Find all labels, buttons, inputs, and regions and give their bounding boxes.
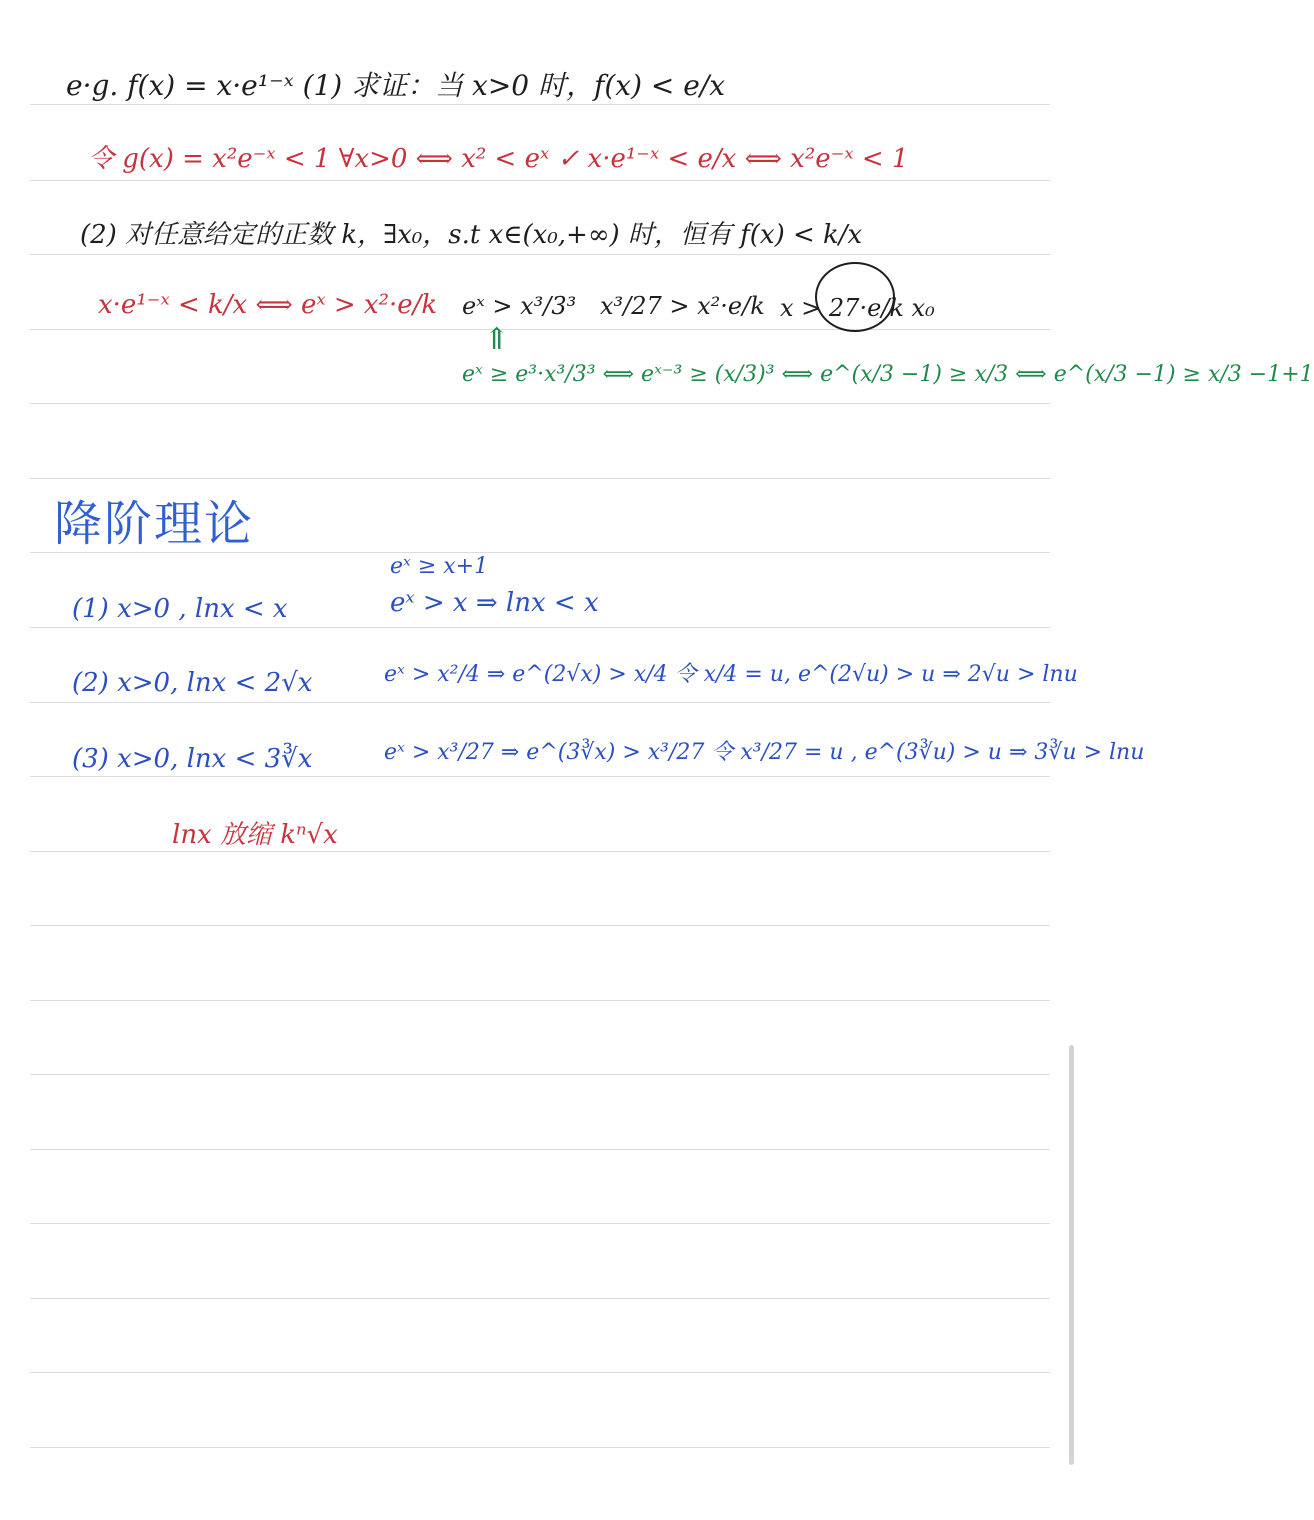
ruled-line	[30, 180, 1050, 181]
rule-3-right: eˣ > x³/27 ⇒ e^(3∛x) > x³/27 令 x³/27 = u , e^(3∛u) > u ⇒ 3∛u > lnu	[384, 740, 1145, 765]
ruled-line	[30, 1223, 1050, 1224]
ruled-line	[30, 1298, 1050, 1299]
ruled-line	[30, 403, 1050, 404]
ruled-line	[30, 1447, 1050, 1448]
ruled-line	[30, 627, 1050, 628]
proof-part2-red: x·e¹⁻ˣ < k/x ⟺ eˣ > x²·e/k	[98, 290, 438, 320]
example-part2: (2) 对任意给定的正数 k，∃x₀，s.t x∈(x₀,+∞) 时，恒有 f(x) < k/x	[80, 220, 863, 250]
rule-3-left: (3) x>0, lnx < 3∛x	[72, 744, 313, 774]
ruled-line	[30, 1000, 1050, 1001]
ruled-line	[30, 1149, 1050, 1150]
ruled-line	[30, 104, 1050, 105]
rule-1-right: eˣ > x ⇒ lnx < x	[390, 588, 599, 618]
ruled-line	[30, 776, 1050, 777]
circled-term	[815, 262, 895, 332]
ruled-line	[30, 254, 1050, 255]
scrollbar[interactable]	[1069, 1045, 1074, 1465]
inequality-ex-cubic: eˣ > x³/3³	[462, 292, 577, 320]
ruled-line	[30, 851, 1050, 852]
ruled-line	[30, 925, 1050, 926]
red-note-bottom: lnx 放缩 kⁿ√x	[172, 820, 338, 850]
rule-2-left: (2) x>0, lnx < 2√x	[72, 668, 313, 698]
green-derivation: eˣ ≥ e³·x³/3³ ⟺ eˣ⁻³ ≥ (x/3)³ ⟺ e^(x/3 −1) ≥ x/3 ⟺ e^(x/3 −1) ≥ x/3 −1+1	[462, 362, 1314, 387]
rule-2-right: eˣ > x²/4 ⇒ e^(2√x) > x/4 令 x/4 = u, e^(2√u) > u ⇒ 2√u > lnu	[384, 662, 1078, 687]
blue-note-exp: eˣ ≥ x+1	[390, 554, 489, 579]
inequality-cubic-compare: x³/27 > x²·e/k	[600, 292, 765, 320]
ruled-line	[30, 1074, 1050, 1075]
up-arrow-icon: ⇑	[484, 322, 510, 357]
ruled-line	[30, 478, 1050, 479]
ruled-line	[30, 552, 1050, 553]
section-title: 降阶理论	[54, 496, 255, 552]
rule-1-left: (1) x>0 , lnx < x	[72, 594, 288, 624]
example-statement: e·g. f(x) = x·e¹⁻ˣ (1) 求证：当 x>0 时，f(x) < e/x	[66, 69, 726, 102]
ruled-line	[30, 1372, 1050, 1373]
ruled-line	[30, 702, 1050, 703]
ruled-line	[30, 329, 1050, 330]
x-threshold: x > 27·e/k x₀	[780, 294, 935, 322]
proof-part1: 令 g(x) = x²e⁻ˣ < 1 ∀x>0 ⟺ x² < eˣ ✓ x·e¹⁻ˣ < e/x ⟺ x²e⁻ˣ < 1	[88, 144, 909, 174]
